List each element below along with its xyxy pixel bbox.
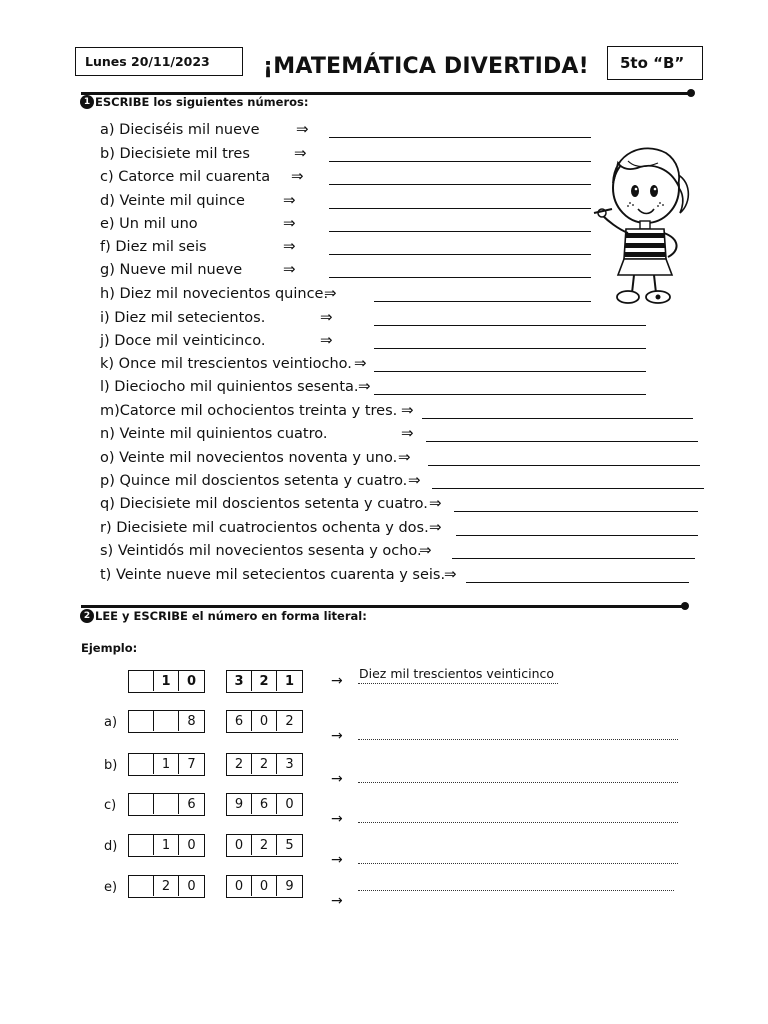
exercise-item-text: n) Veinte mil quinientos cuatro. [100, 426, 328, 442]
digit-cell [154, 794, 179, 814]
arrow-icon: → [331, 728, 343, 744]
divider-end-dot [687, 89, 695, 97]
answer-line [358, 863, 678, 864]
exercise-item-text: c) Catorce mil cuarenta [100, 169, 271, 185]
digit-cell: 0 [227, 876, 252, 896]
units-boxes [226, 834, 303, 857]
answer-line [329, 231, 591, 232]
exercise-row-label: a) [104, 715, 118, 730]
implies-arrow-icon: ⇒ [283, 214, 296, 232]
digit-cell: 0 [187, 878, 196, 894]
digit-cell: 0 [187, 837, 196, 853]
exercise-row-label: d) [104, 839, 118, 854]
implies-arrow-icon: ⇒ [358, 377, 371, 395]
exercise-item-text: h) Diez mil novecientos quince. [100, 286, 329, 302]
thousands-boxes [128, 875, 205, 898]
answer-line [426, 441, 698, 442]
section-number-badge: 2 [80, 609, 94, 623]
digit-cell: 2 [252, 671, 277, 691]
digit-cell: 0 [252, 711, 277, 731]
example-label: Ejemplo: [81, 641, 138, 655]
section-1-instruction: ESCRIBE los siguientes números: [95, 95, 309, 109]
implies-arrow-icon: ⇒ [408, 471, 421, 489]
implies-arrow-icon: ⇒ [283, 191, 296, 209]
implies-arrow-icon: ⇒ [398, 448, 411, 466]
digit-cell: 7 [187, 756, 196, 772]
digit-cell: 6 [187, 796, 196, 812]
answer-line [329, 277, 591, 278]
digit-cell [129, 671, 154, 691]
arrow-icon: → [331, 852, 343, 868]
implies-arrow-icon: ⇒ [283, 260, 296, 278]
implies-arrow-icon: ⇒ [320, 331, 333, 349]
thousands-boxes [128, 710, 205, 733]
digit-cell: 0 [252, 876, 277, 896]
exercise-item-text: k) Once mil trescientos veintiocho. [100, 356, 352, 372]
digit-cell: 9 [227, 794, 252, 814]
implies-arrow-icon: ⇒ [354, 354, 367, 372]
section-number-badge: 1 [80, 95, 94, 109]
digit-cell: 6 [227, 711, 252, 731]
section-2-instruction: LEE y ESCRIBE el número en forma literal: [95, 609, 367, 623]
digit-cell: 2 [227, 754, 252, 774]
arrow-icon: → [331, 771, 343, 787]
units-boxes [226, 710, 303, 733]
arrow-icon: → [331, 811, 343, 827]
exercise-row-label: c) [104, 798, 117, 813]
digit-cell: 2 [285, 713, 294, 729]
answer-line [422, 418, 693, 419]
section-1-heading [80, 95, 308, 109]
answer-line [466, 582, 689, 583]
digit-cell [129, 794, 154, 814]
answer-line [374, 325, 646, 326]
grade-box [607, 46, 703, 80]
digit-cell: 1 [284, 673, 295, 689]
exercise-item-text: g) Nueve mil nueve [100, 262, 243, 278]
page-title: ¡MATEMÁTICA DIVERTIDA! [263, 54, 589, 79]
exercise-item-text: q) Diecisiete mil doscientos setenta y cuatro. [100, 496, 428, 512]
arrow-icon: → [331, 673, 343, 689]
exercise-item-text: p) Quince mil doscientos setenta y cuatro. [100, 473, 408, 489]
digit-cell: 0 [285, 796, 294, 812]
implies-arrow-icon: ⇒ [429, 518, 442, 536]
example-thousands-boxes [128, 670, 205, 693]
grade-text: 5to “B” [620, 54, 685, 72]
implies-arrow-icon: ⇒ [401, 401, 414, 419]
example-units-boxes [226, 670, 303, 693]
section-2-heading [80, 609, 367, 623]
answer-line [428, 465, 700, 466]
exercise-item-text: r) Diecisiete mil cuatrocientos ochenta y dos. [100, 520, 429, 536]
answer-line [358, 782, 678, 783]
exercise-item-text: l) Dieciocho mil quinientos sesenta. [100, 379, 359, 395]
answer-line [358, 890, 674, 891]
implies-arrow-icon: ⇒ [291, 167, 304, 185]
exercise-item-text: f) Diez mil seis [100, 239, 207, 255]
exercise-item-text: b) Diecisiete mil tres [100, 146, 250, 162]
implies-arrow-icon: ⇒ [320, 308, 333, 326]
digit-cell: 1 [154, 835, 179, 855]
digit-cell: 1 [154, 754, 179, 774]
digit-cell: 6 [252, 794, 277, 814]
digit-cell [129, 835, 154, 855]
implies-arrow-icon: ⇒ [283, 237, 296, 255]
exercise-row-label: e) [104, 880, 118, 895]
answer-line [329, 254, 591, 255]
answer-line [358, 822, 678, 823]
answer-line [358, 683, 558, 684]
girl-illustration [588, 133, 700, 309]
digit-cell [129, 711, 154, 731]
units-boxes [226, 793, 303, 816]
implies-arrow-icon: ⇒ [444, 565, 457, 583]
answer-line [374, 301, 591, 302]
thousands-boxes [128, 834, 205, 857]
digit-cell: 0 [227, 835, 252, 855]
implies-arrow-icon: ⇒ [324, 284, 337, 302]
exercise-item-text: t) Veinte nueve mil setecientos cuarenta y seis. [100, 567, 446, 583]
digit-cell: 2 [154, 876, 179, 896]
exercise-row-label: b) [104, 758, 118, 773]
implies-arrow-icon: ⇒ [296, 120, 309, 138]
answer-line [329, 184, 591, 185]
answer-line [329, 208, 591, 209]
digit-cell [154, 711, 179, 731]
date-text: Lunes 20/11/2023 [85, 54, 210, 69]
arrow-icon: → [331, 893, 343, 909]
date-box [75, 47, 243, 76]
digit-cell: 5 [285, 837, 294, 853]
digit-cell: 3 [285, 756, 294, 772]
digit-cell [129, 876, 154, 896]
exercise-item-text: o) Veinte mil novecientos noventa y uno. [100, 450, 398, 466]
digit-cell: 2 [252, 835, 277, 855]
digit-cell: 9 [285, 878, 294, 894]
answer-line [456, 535, 698, 536]
implies-arrow-icon: ⇒ [419, 541, 432, 559]
answer-line [374, 394, 646, 395]
exercise-item-text: d) Veinte mil quince [100, 193, 245, 209]
exercise-item-text: a) Dieciséis mil nueve [100, 122, 260, 138]
exercise-item-text: j) Doce mil veinticinco. [100, 333, 266, 349]
example-answer: Diez mil trescientos veinticinco [359, 666, 555, 681]
answer-line [329, 137, 591, 138]
answer-line [454, 511, 698, 512]
section-2-divider [81, 605, 685, 608]
implies-arrow-icon: ⇒ [401, 424, 414, 442]
answer-line [452, 558, 695, 559]
units-boxes [226, 875, 303, 898]
exercise-item-text: m)Catorce mil ochocientos treinta y tres. [100, 403, 398, 419]
exercise-item-text: s) Veintidós mil novecientos sesenta y ocho. [100, 543, 422, 559]
implies-arrow-icon: ⇒ [429, 494, 442, 512]
implies-arrow-icon: ⇒ [294, 144, 307, 162]
answer-line [358, 739, 678, 740]
exercise-item-text: i) Diez mil setecientos. [100, 310, 266, 326]
thousands-boxes [128, 753, 205, 776]
units-boxes [226, 753, 303, 776]
digit-cell: 8 [187, 713, 196, 729]
answer-line [374, 348, 646, 349]
digit-cell: 3 [227, 671, 252, 691]
divider-end-dot [681, 602, 689, 610]
digit-cell: 1 [154, 671, 179, 691]
exercise-item-text: e) Un mil uno [100, 216, 198, 232]
answer-line [329, 161, 591, 162]
answer-line [374, 371, 646, 372]
digit-cell [129, 754, 154, 774]
thousands-boxes [128, 793, 205, 816]
answer-line [432, 488, 704, 489]
digit-cell: 2 [252, 754, 277, 774]
digit-cell: 0 [186, 673, 197, 689]
